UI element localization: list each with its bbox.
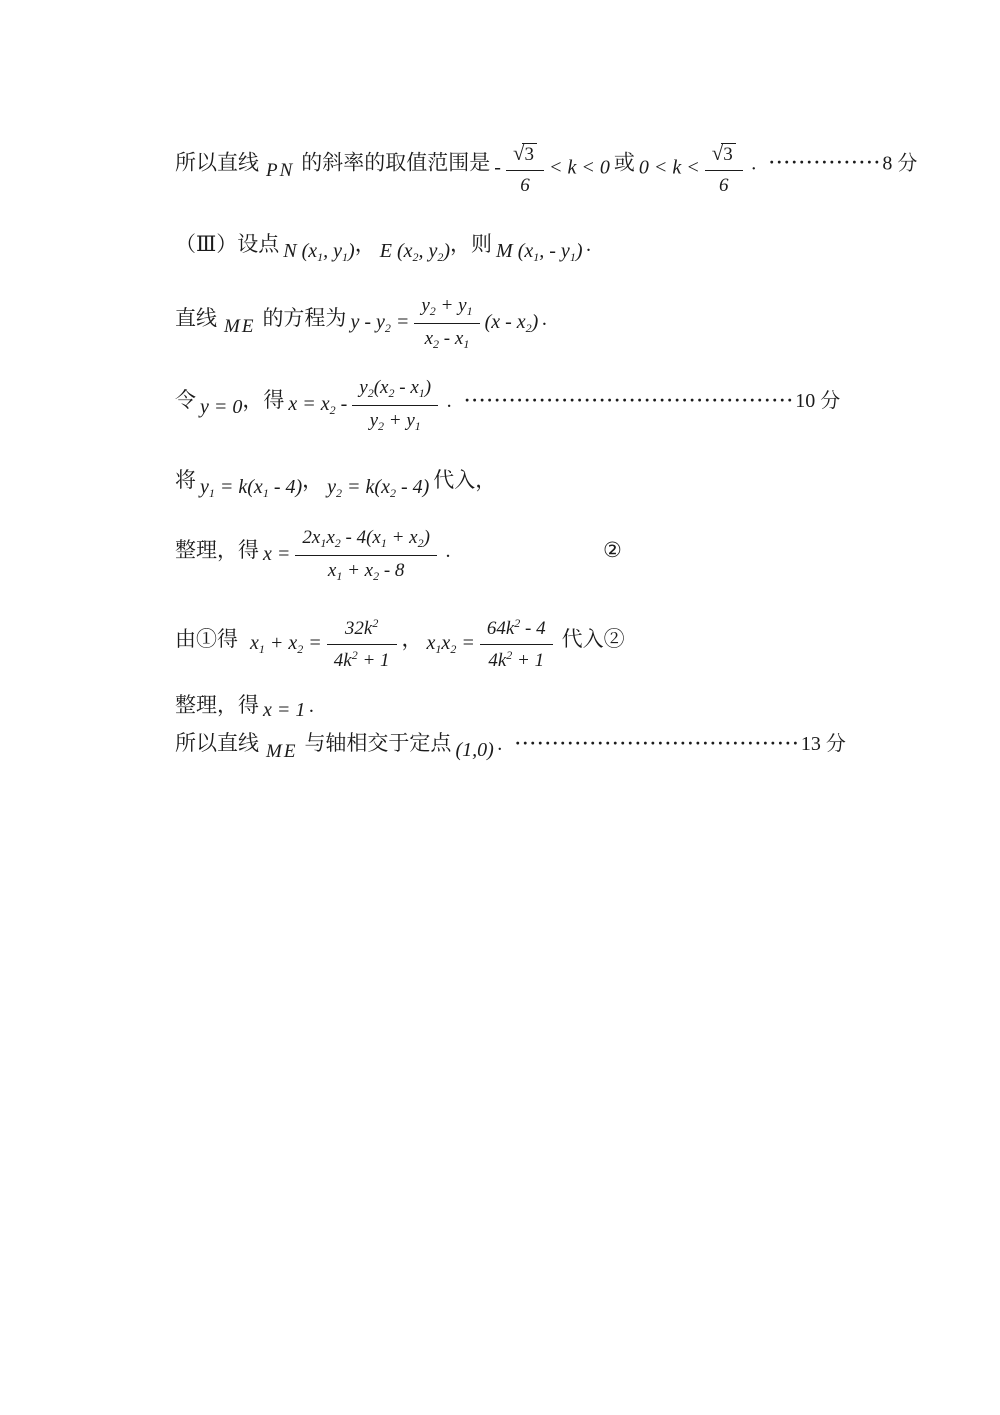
fraction [705,140,743,198]
cjk-text: 整理，得 [175,537,259,562]
solution-line-1 [175,136,917,194]
subscript: 1 [262,486,269,500]
subscript: 2 [389,486,396,500]
solution-line-8 [175,689,314,719]
solution-line-2 [175,228,592,264]
math-run: - x [394,377,419,398]
math-run: , y [323,240,343,262]
subscript: 2 [429,304,436,318]
subscript: 2 [450,641,457,656]
math-var: M [496,240,513,262]
math-run: ) [424,377,432,398]
subscript: 2 [367,386,374,400]
cjk-text: ，得 [242,387,285,412]
math-run: - x [439,327,464,349]
cjk-text: 由①得 [175,626,238,651]
math-run: x [326,527,335,548]
radicand: 3 [522,143,537,165]
subscript: 2 [334,536,341,550]
math-run: + x [386,527,418,548]
fraction-denominator [295,556,437,585]
math-run: y [359,377,368,398]
math-run: 4k [333,649,352,671]
dot-leader: ············································ [464,389,795,410]
subscript: 1 [258,641,265,656]
radical-sign: √ [512,141,525,165]
fraction [352,376,438,435]
fraction-numerator [352,376,438,406]
point-N [283,240,354,265]
math-run: = [303,631,322,654]
radicand: 3 [721,143,736,165]
subscript: 2 [412,250,419,264]
line-label-ME: ME [266,741,298,762]
math-run: ) [575,240,583,262]
math-run: 2x [302,527,321,548]
comma: ， [354,232,376,256]
subscript: 1 [463,336,470,351]
fraction-denominator: 6 [719,174,729,196]
math-run: < [681,156,700,179]
period: . [542,307,548,330]
fraction-numerator [295,526,437,556]
dot-leader: ··············· [768,152,882,173]
cjk-text: ，则 [450,232,493,256]
subscript: 1 [320,536,327,550]
math-run: - 4 [520,618,546,639]
math-run: < [548,156,568,179]
solution-line-7 [175,613,625,670]
subscript: 2 [384,320,391,335]
math-run: (x [517,240,534,262]
cjk-text: 所以直线 [175,731,259,755]
cjk-text: 所以直线 [175,150,259,175]
superscript: 2 [514,616,521,630]
dot-leader: ······································ [514,733,800,753]
math-run: + y [384,409,415,431]
fraction-denominator [352,406,438,435]
math-expression [427,616,558,673]
math-run: + y [435,295,467,316]
period: . [447,389,453,412]
fraction [327,616,397,673]
math-run: y - y [350,310,385,333]
math-run: (x [373,377,389,398]
subscript: 1 [435,641,442,656]
fraction-numerator [480,616,553,645]
solution-line-3 [175,291,547,350]
math-run: 0 < [638,156,673,179]
math-run: 64k [486,618,515,639]
math-run: - 4) [268,476,303,498]
subscript: 2 [433,336,440,351]
math-run: = k(x [214,476,263,498]
math-run: y [369,409,379,431]
score-marker: 8 分 [882,152,918,175]
math-expression [350,294,538,353]
period: . [751,152,757,175]
math-var: E [379,240,392,262]
cjk-text: 直线 [175,305,217,330]
cjk-text: 代入， [433,468,497,492]
subscript: 2 [329,402,336,417]
cjk-text: 或 [613,150,635,175]
math-run: x = [263,542,291,565]
math-run: , - y [539,240,570,262]
subscript: 1 [317,250,324,264]
math-run: = [456,631,475,654]
score-marker: 10 分 [795,389,841,412]
math-run: + 1 [357,649,390,671]
math-run: x [250,631,259,654]
point-M [496,240,582,265]
math-run: x [424,327,434,349]
math-run: (x - x [484,310,526,333]
math-run: + x [264,631,298,654]
math-expression: x = 1 [263,699,306,721]
fraction-denominator [327,645,397,673]
fraction-denominator: 6 [520,174,530,196]
cjk-text: 的斜率的取值范围是 [301,150,491,175]
cjk-text: （Ⅲ）设点 [175,232,280,256]
solution-line-4 [175,373,840,432]
cjk-text: 的方程为 [262,305,347,330]
math-run: = [390,310,410,333]
math-run: ) [443,240,451,262]
math-run: , y [418,240,438,262]
math-run: 4k [488,649,507,671]
subscript: 2 [388,386,395,400]
fraction-numerator [327,616,397,645]
solution-line-5 [175,464,497,500]
math-run: y [200,476,209,498]
math-run: y [327,476,337,498]
solution-line-6 [175,523,622,582]
subscript: 2 [336,486,343,500]
math-run: = k(x [342,476,390,498]
superscript: 2 [351,647,358,662]
fraction-denominator [414,324,479,353]
cjk-text: 与轴相交于定点 [304,731,452,755]
subscript: 2 [373,568,380,583]
fraction [414,294,479,353]
math-run: - 4(x [340,527,381,548]
equation-tag-2: ② [602,537,622,562]
subscript: 1 [466,304,473,318]
subscript: 1 [569,250,576,264]
math-run: x = x [288,392,330,415]
period: . [497,733,503,755]
fraction-numerator [414,294,479,324]
fraction-numerator [705,140,743,171]
solution-line-9 [175,727,846,762]
fraction-denominator [480,645,553,673]
subscript: 2 [525,320,532,335]
math-expression [288,376,443,435]
math-run: y [421,295,430,316]
line-label-PN: PN [266,160,295,182]
subscript: 1 [533,250,540,264]
math-expression [200,476,302,501]
fraction [506,140,544,198]
math-expression [639,140,748,198]
comma: ， [302,468,324,492]
superscript: 2 [506,647,513,662]
comma: ， [401,626,423,651]
subscript: 2 [378,418,385,433]
score-marker: 13 分 [800,733,846,755]
fraction [295,526,437,585]
subscript: 2 [437,250,444,264]
subscript: 2 [297,641,304,656]
math-run: x [426,631,436,654]
math-expression: y = 0 [200,395,243,418]
math-var: N [283,240,297,262]
math-run: - 4) [395,476,430,498]
subscript: 1 [208,486,215,500]
superscript: 2 [372,616,379,630]
math-run: + x [342,559,374,581]
fixed-point: (1,0) [455,739,494,761]
subscript: 1 [418,386,425,400]
math-run: < 0 [576,156,610,179]
point-E [380,240,450,265]
period: . [445,539,451,562]
math-expression [250,616,402,673]
cjk-text: 令 [175,387,196,412]
math-expression [494,140,610,198]
line-label-ME: ME [224,315,256,337]
period: . [309,695,315,717]
subscript: 1 [336,568,343,583]
math-expression [327,476,429,501]
math-run: ) [423,527,430,548]
math-var-k: k [567,156,577,179]
fraction-numerator [506,140,544,171]
math-run: x [441,631,451,654]
math-expression [263,526,442,585]
cjk-text: 代入② [561,626,625,651]
math-run: - [494,156,501,179]
cjk-text: 整理，得 [175,693,259,717]
math-run: - [335,392,348,415]
period: . [586,234,592,256]
math-var-k: k [672,156,682,179]
math-run: x [327,559,337,581]
subscript: 1 [342,250,349,264]
fraction [480,616,553,673]
math-run: ) [531,310,539,333]
subscript: 1 [414,418,421,433]
math-run: + 1 [512,649,545,671]
cjk-text: 将 [175,468,196,492]
math-run: 32k [344,618,373,639]
math-run: ) [348,240,355,262]
math-run: - 8 [379,559,405,581]
subscript: 2 [417,536,424,550]
math-run: (x [396,240,413,262]
math-run: (x [301,240,318,262]
subscript: 1 [380,536,387,550]
radical-sign: √ [711,141,724,165]
